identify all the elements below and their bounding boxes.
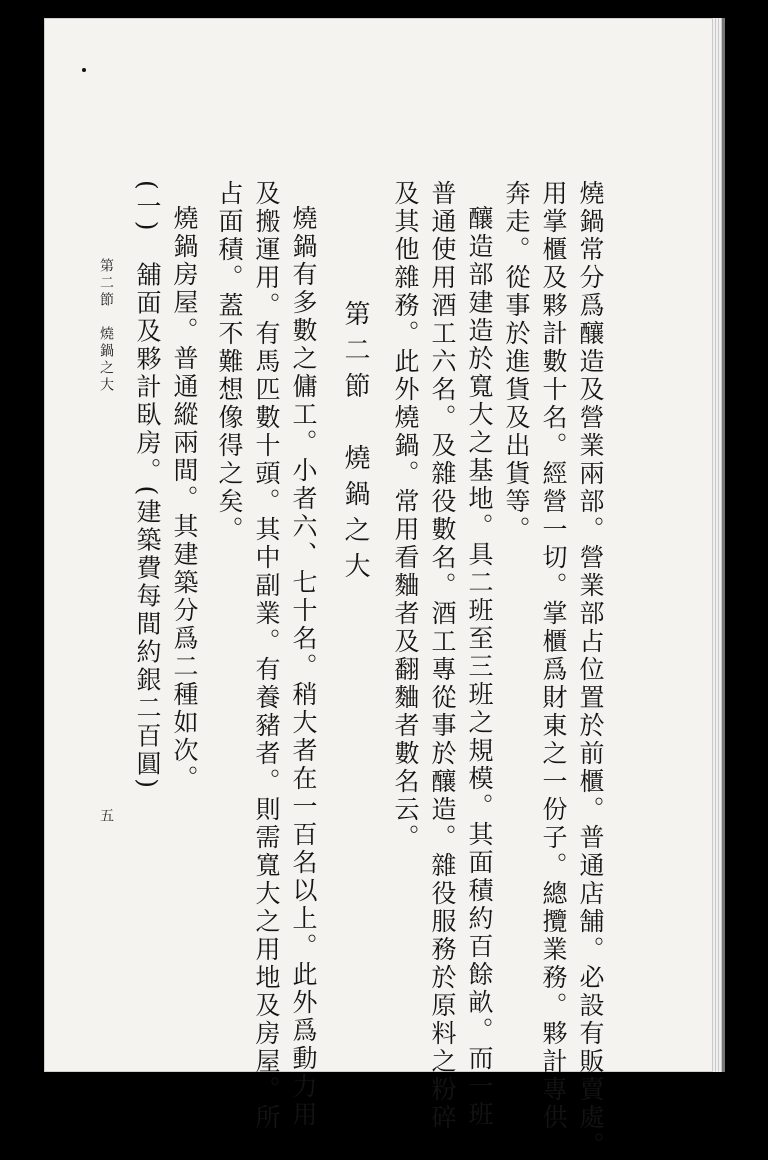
text-column-9: 占面積。蓋不難想像得之矣。 (215, 180, 244, 544)
text-column-2: 用掌櫃及夥計數十名。經營一切。掌櫃爲財東之一份子。總攬業務。夥計專供 (539, 180, 568, 1132)
running-title: 第二節 燒鍋之大 (98, 258, 114, 394)
text-column-1: 燒鍋常分爲釀造及營業兩部。營業部占位置於前櫃。普通店舗。必設有販賣處。 (576, 180, 605, 1160)
text-column-7: 燒鍋有多數之傭工。小者六、七十名。稍大者在一百名以上。此外爲動力用 (289, 205, 318, 1129)
ink-dot (82, 68, 86, 72)
text-column-10: 燒鍋房屋。普通縱兩間。其建築分爲二種如次。 (170, 205, 199, 793)
page-number: 五 (98, 808, 114, 825)
text-column-5: 普通使用酒工六名。及雜役數名。酒工專從事於釀造。雜役服務於原料之粉碎 (428, 180, 457, 1132)
section-heading: 第二節 燒鍋之大 (340, 300, 370, 588)
text-column-4: 釀造部建造於寬大之基地。具二班至三班之規模。其面積約百餘畝。而一班 (465, 205, 494, 1129)
text-column-3: 奔走。從事於進貨及出貨等。 (502, 180, 531, 544)
page-edge (712, 18, 722, 1072)
text-column-8: 及搬運用。有馬匹數十頭。其中副業。有養豬者。則需寬大之用地及房屋。所 (252, 180, 281, 1132)
text-column-6: 及其他雜務。此外燒鍋。常用看麯者及翻麯者數名云。 (391, 180, 420, 852)
text-column-11: (一) 舖面及夥計臥房。(建築費每間約銀二百圓) (133, 180, 162, 792)
